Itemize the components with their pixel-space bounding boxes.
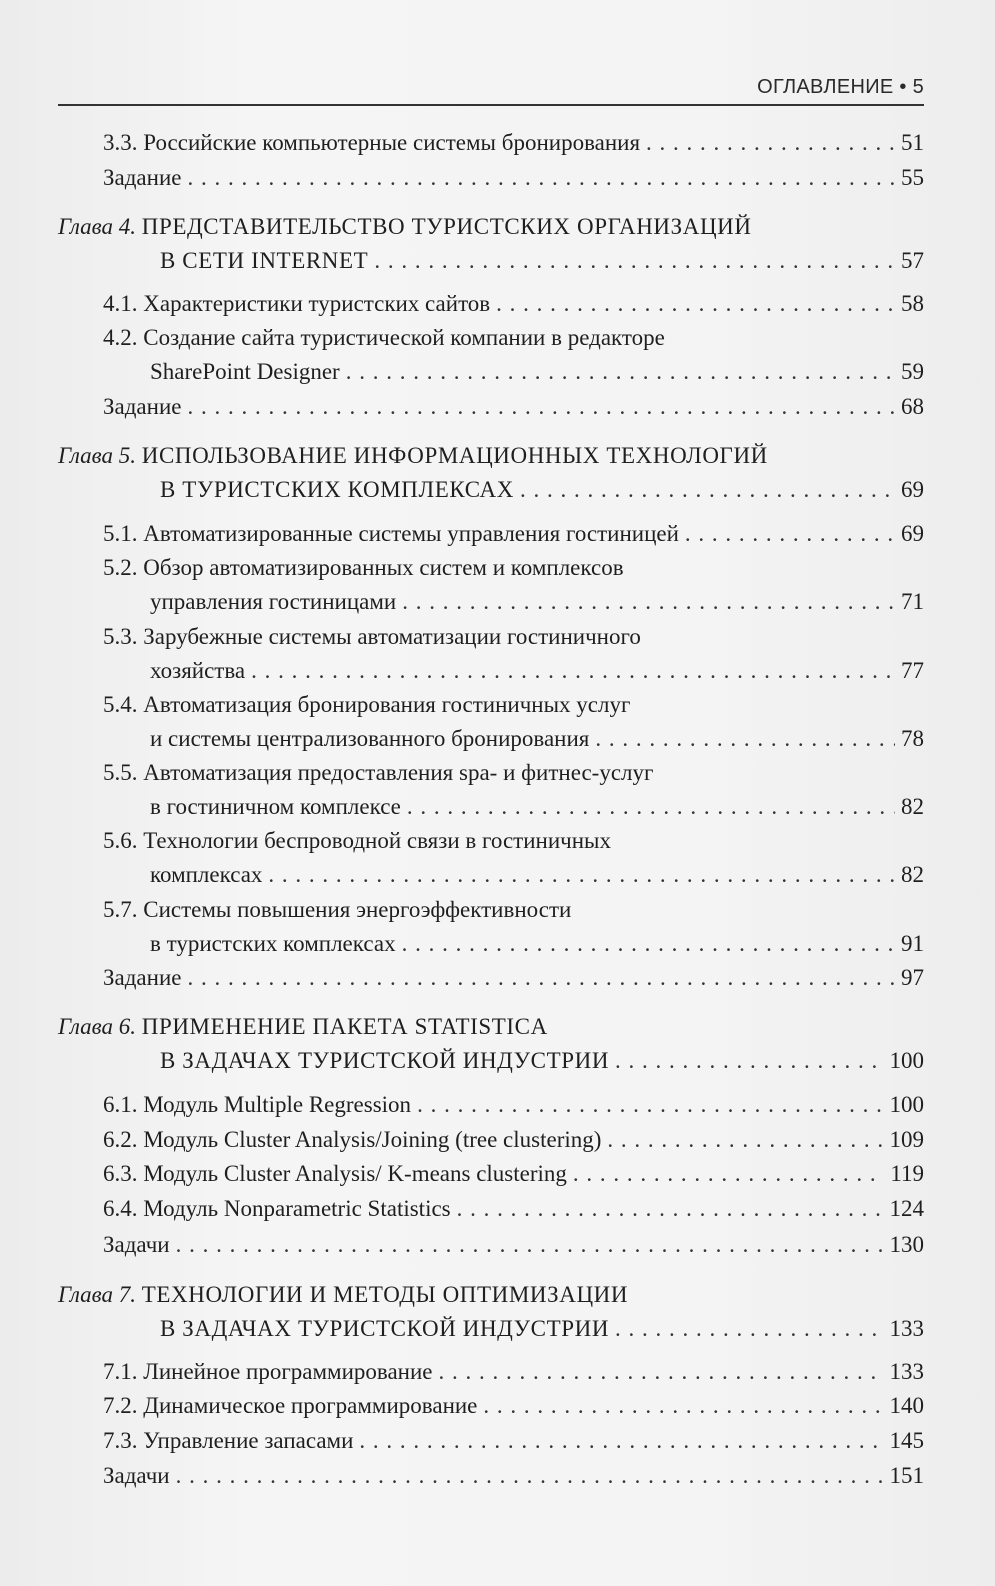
toc-entry: [103, 1159, 924, 1189]
dot-leader: [374, 246, 895, 276]
entry-title: Задание: [103, 965, 182, 990]
chapter-title-line2: В ЗАДАЧАХ ТУРИСТСКОЙ ИНДУСТРИИ: [160, 1316, 610, 1341]
section-number: 6.3.: [103, 1161, 138, 1186]
chapter-heading-cont: [160, 475, 924, 505]
chapter-title-line1: ПРЕДСТАВИТЕЛЬСТВО ТУРИСТСКИХ ОРГАНИЗАЦИЙ: [141, 214, 752, 239]
dot-leader: [359, 1426, 883, 1456]
entry-title: Модуль Nonparametric Statistics: [143, 1196, 451, 1221]
entry-title: Модуль Cluster Analysis/ K-means clustering: [143, 1161, 567, 1186]
section-number: 7.3.: [103, 1428, 138, 1453]
section-number: 7.1.: [103, 1359, 138, 1384]
entry-title: Автоматизированные системы управления гостиницей: [143, 521, 679, 546]
toc-entry: [103, 963, 924, 993]
chapter-heading: [58, 1012, 924, 1042]
entry-title: Линейное программирование: [143, 1359, 433, 1384]
toc-entry: [103, 690, 924, 720]
dot-leader: [187, 392, 895, 422]
section-number: 5.6.: [103, 828, 138, 853]
chapter-heading: [58, 1280, 924, 1310]
toc-entry: [103, 758, 924, 788]
page-number: 100: [889, 1092, 924, 1117]
page-number: 140: [889, 1393, 924, 1418]
toc-entry: [103, 1357, 924, 1387]
dot-leader: [187, 163, 895, 193]
entry-title-line2: комплексах: [150, 862, 263, 887]
page-number: 57: [901, 248, 924, 273]
entry-title: Задание: [103, 165, 182, 190]
chapter-title-line2: В СЕТИ INTERNET: [160, 248, 369, 273]
toc-entry: [103, 128, 924, 158]
entry-title: Управление запасами: [143, 1428, 354, 1453]
section-number: 4.2.: [103, 325, 138, 350]
chapter-title-line1: ИСПОЛЬЗОВАНИЕ ИНФОРМАЦИОННЫХ ТЕХНОЛОГИЙ: [141, 443, 768, 468]
chapter-heading: [58, 441, 924, 471]
toc-entry: [103, 289, 924, 319]
page-number: 51: [901, 130, 924, 155]
page-number: 100: [889, 1048, 924, 1073]
dot-leader: [496, 289, 895, 319]
chapter-title-line2: В ЗАДАЧАХ ТУРИСТСКОЙ ИНДУСТРИИ: [160, 1048, 610, 1073]
chapter-label: Глава 7.: [58, 1282, 136, 1307]
page-number: 109: [889, 1127, 924, 1152]
entry-title-line2: хозяйства: [150, 658, 246, 683]
dot-leader: [483, 1391, 883, 1421]
chapter-title-line2: В ТУРИСТСКИХ КОМПЛЕКСАХ: [160, 477, 514, 502]
toc-entry: [103, 553, 924, 583]
chapter-heading-cont: [160, 1046, 924, 1076]
toc-entry: [103, 519, 924, 549]
entry-title: Характеристики туристских сайтов: [143, 291, 491, 316]
chapter-title-line1: ПРИМЕНЕНИЕ ПАКЕТА STATISTICA: [141, 1014, 548, 1039]
dot-leader: [439, 1357, 884, 1387]
page-number: 145: [889, 1428, 924, 1453]
toc-entry: [103, 392, 924, 422]
running-header: ОГЛАВЛЕНИЕ • 5: [757, 76, 924, 98]
page-number: 78: [901, 726, 924, 751]
entry-title-line2: в туристских комплексах: [150, 931, 396, 956]
toc-entry-cont: [150, 357, 924, 387]
entry-title: Задание: [103, 394, 182, 419]
page-number: 59: [901, 359, 924, 384]
toc-entry-cont: [150, 656, 924, 686]
entry-title-line1: Зарубежные системы автоматизации гостиничного: [143, 624, 641, 649]
page-number: 151: [889, 1463, 924, 1488]
section-number: 6.2.: [103, 1127, 138, 1152]
section-number: 3.3.: [103, 130, 138, 155]
entry-title-line1: Автоматизация бронирования гостиничных услуг: [143, 692, 631, 717]
toc-entry: [103, 323, 924, 353]
section-number: 5.2.: [103, 555, 138, 580]
dot-leader: [346, 357, 895, 387]
dot-leader: [402, 929, 895, 959]
page-number: 68: [901, 394, 924, 419]
section-number: 5.1.: [103, 521, 138, 546]
chapter-label: Глава 6.: [58, 1014, 136, 1039]
toc-entry-cont: [150, 860, 924, 890]
dot-leader: [417, 1090, 883, 1120]
entry-title: Модуль Multiple Regression: [143, 1092, 412, 1117]
toc-entry: [103, 163, 924, 193]
section-number: 4.1.: [103, 291, 138, 316]
toc-entry: [103, 826, 924, 856]
toc-entry-cont: [150, 724, 924, 754]
entry-title-line1: Автоматизация предоставления spa- и фитнес-услуг: [143, 760, 654, 785]
entry-title-line1: Технологии беспроводной связи в гостиничных: [143, 828, 611, 853]
entry-title-line2: управления гостиницами: [150, 589, 397, 614]
dot-leader: [615, 1314, 883, 1344]
entry-title-line2: SharePoint Designer: [150, 359, 340, 384]
entry-title-line1: Создание сайта туристической компании в редакторе: [143, 325, 665, 350]
chapter-label: Глава 5.: [58, 443, 136, 468]
toc-entry-cont: [150, 792, 924, 822]
dot-leader: [685, 519, 895, 549]
entry-title: Российские компьютерные системы бронирования: [143, 130, 641, 155]
page-number: 69: [901, 521, 924, 546]
section-number: 5.7.: [103, 897, 138, 922]
entry-title-line2: и системы централизованного бронирования: [150, 726, 590, 751]
entry-title: Задачи: [103, 1463, 170, 1488]
page-number: 69: [901, 477, 924, 502]
toc-entry: [103, 1426, 924, 1456]
chapter-label: Глава 4.: [58, 214, 136, 239]
dot-leader: [573, 1159, 884, 1189]
page-number: 71: [901, 589, 924, 614]
page-number: 97: [901, 965, 924, 990]
page-number: 119: [890, 1161, 924, 1186]
section-number: 5.5.: [103, 760, 138, 785]
page-number: 133: [889, 1316, 924, 1341]
dot-leader: [595, 724, 895, 754]
toc-entry: [103, 1090, 924, 1120]
dot-leader: [176, 1230, 884, 1260]
page-number: 133: [889, 1359, 924, 1384]
header-rule: [58, 104, 924, 106]
dot-leader: [268, 860, 895, 890]
dot-leader: [176, 1461, 884, 1491]
entry-title-line1: Обзор автоматизированных систем и комплексов: [143, 555, 624, 580]
toc-entry: [103, 1230, 924, 1260]
toc-entry: [103, 895, 924, 925]
entry-title-line2: в гостиничном комплексе: [150, 794, 401, 819]
dot-leader: [615, 1046, 883, 1076]
entry-title: Динамическое программирование: [143, 1393, 478, 1418]
page-number: 82: [901, 862, 924, 887]
dot-leader: [607, 1125, 883, 1155]
chapter-heading-cont: [160, 246, 924, 276]
chapter-heading: [58, 212, 924, 242]
entry-title-line1: Системы повышения энергоэффективности: [143, 897, 572, 922]
page-number: 58: [901, 291, 924, 316]
toc-entry: [103, 622, 924, 652]
page-number: 82: [901, 794, 924, 819]
toc-entry-cont: [150, 929, 924, 959]
dot-leader: [646, 128, 895, 158]
dot-leader: [520, 475, 895, 505]
dot-leader: [407, 792, 895, 822]
chapter-title-line1: ТЕХНОЛОГИИ И МЕТОДЫ ОПТИМИЗАЦИИ: [141, 1282, 629, 1307]
page-number: 91: [901, 931, 924, 956]
toc-entry: [103, 1125, 924, 1155]
toc-entry: [103, 1194, 924, 1224]
dot-leader: [251, 656, 895, 686]
entry-title: Задачи: [103, 1232, 170, 1257]
chapter-heading-cont: [160, 1314, 924, 1344]
toc-entry: [103, 1391, 924, 1421]
dot-leader: [457, 1194, 884, 1224]
toc-entry: [103, 1461, 924, 1491]
dot-leader: [402, 587, 895, 617]
entry-title: Модуль Cluster Analysis/Joining (tree clustering): [143, 1127, 602, 1152]
section-number: 7.2.: [103, 1393, 138, 1418]
page-number: 124: [889, 1196, 924, 1221]
section-number: 5.3.: [103, 624, 138, 649]
toc-entry-cont: [150, 587, 924, 617]
section-number: 6.4.: [103, 1196, 138, 1221]
page-number: 55: [901, 165, 924, 190]
section-number: 5.4.: [103, 692, 138, 717]
page-number: 77: [901, 658, 924, 683]
dot-leader: [187, 963, 895, 993]
section-number: 6.1.: [103, 1092, 138, 1117]
page-number: 130: [889, 1232, 924, 1257]
